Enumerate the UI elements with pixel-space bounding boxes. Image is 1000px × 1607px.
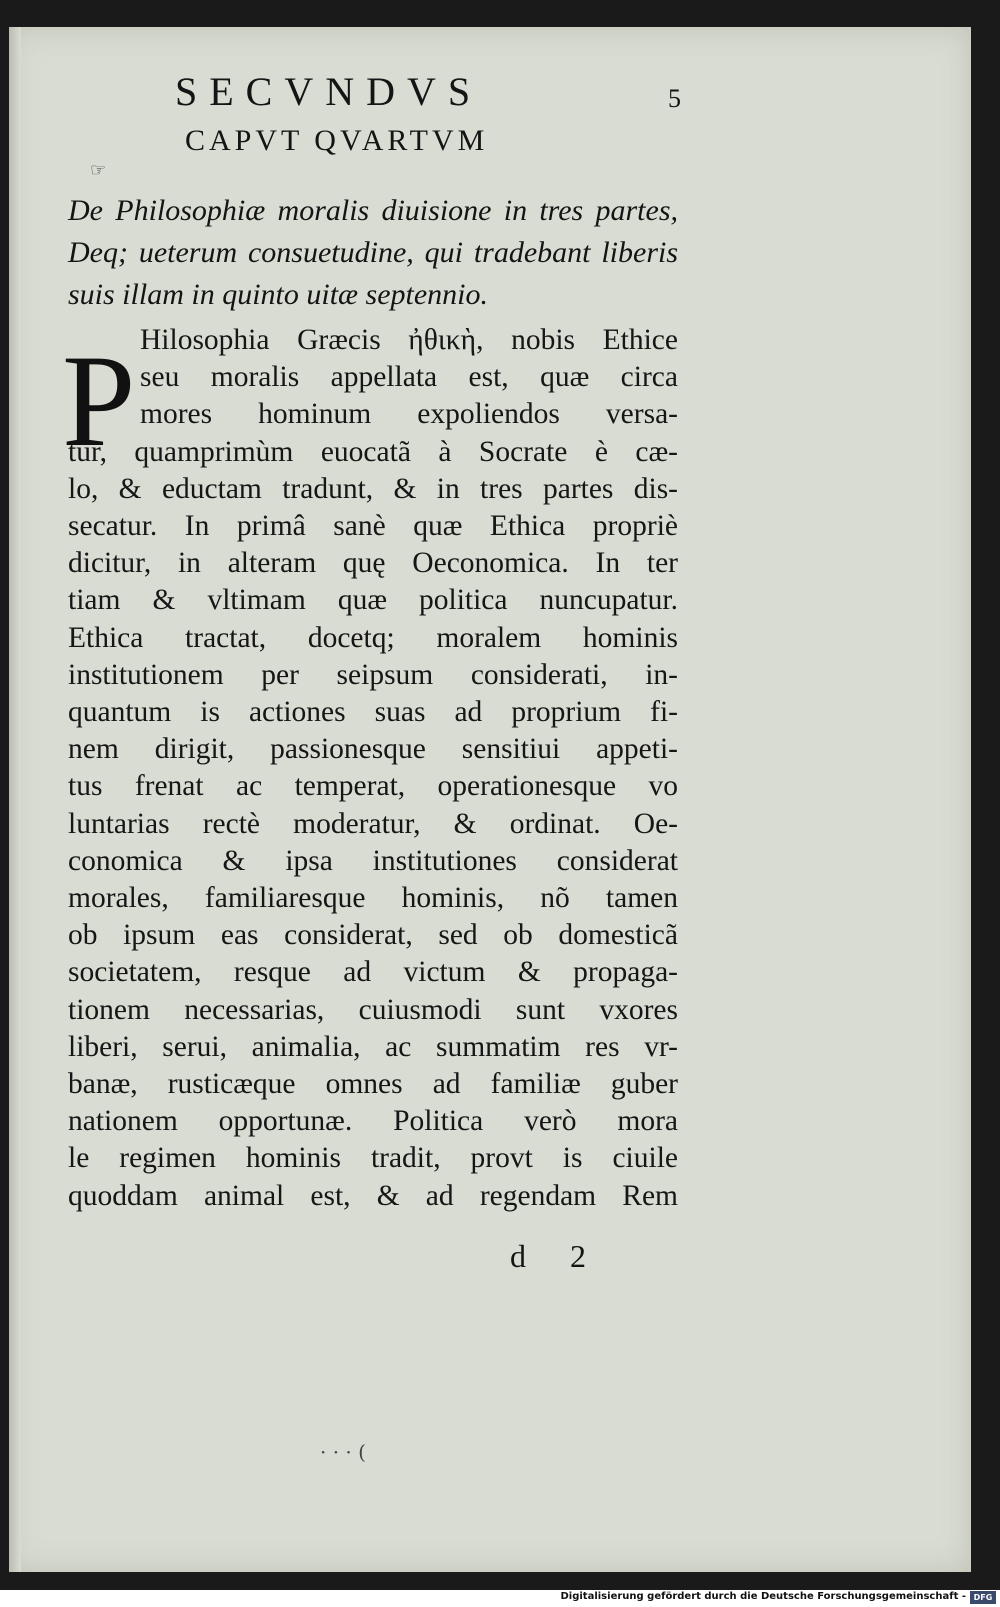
body-line: Hilosophia Græcis ἠθικὴ, nobis Ethice	[140, 324, 678, 356]
body-line: tus frenat ac temperat, operationesque vo	[68, 770, 678, 803]
body-line: banæ, rusticæque omnes ad familiæ guber	[68, 1068, 678, 1101]
body-line: le regimen hominis tradit, provt is ciuile	[68, 1142, 678, 1175]
body-line: nem dirigit, passionesque sensitiui appeti-	[68, 733, 678, 766]
body-line: tiam & vltimam quæ politica nuncupatur.	[68, 584, 678, 617]
body-line: luntarias rectè moderatur, & ordinat. Oe-	[68, 807, 678, 840]
body-line: quoddam animal est, & ad regendam Rem	[68, 1179, 678, 1212]
body-line: secatur. In primâ sanè quæ Ethica propriè	[68, 510, 678, 543]
body-line: quantum is actiones suas ad proprium fi-	[68, 696, 678, 729]
body-line: ob ipsum eas considerat, sed ob domesticã	[68, 919, 678, 952]
body-line: morales, familiaresque hominis, nõ tamen	[68, 882, 678, 915]
page-edge	[9, 27, 21, 1572]
body-text	[68, 322, 678, 1215]
footer-credit: Digitalisierung gefördert durch die Deutsche Forschungsgemeinschaft -	[560, 1591, 966, 1602]
body-line: seu moralis appellata est, quæ circa	[140, 361, 678, 394]
body-line: mores hominum expoliendos versa-	[140, 398, 678, 431]
body-line: conomica & ipsa institutiones considerat	[68, 844, 678, 877]
body-line: tur, quamprimùm euocatã à Socrate è cæ-	[68, 435, 678, 468]
chapter-title: CAPVT QVARTVM	[185, 124, 489, 157]
drop-cap: P	[62, 327, 136, 474]
body-line: nationem opportunæ. Politica verò mora	[68, 1105, 678, 1138]
body-line: dicitur, in alteram quę Oeconomica. In ter	[68, 547, 678, 580]
body-line: liberi, serui, animalia, ac summatim res vr-	[68, 1030, 678, 1063]
manicule-icon: ☞	[90, 160, 107, 181]
body-line: societatem, resque ad victum & propaga-	[68, 956, 678, 989]
dfg-logo: DFG	[970, 1591, 996, 1604]
signature-mark: d 2	[510, 1238, 604, 1274]
folio-number: 5	[668, 84, 681, 113]
page-mark: · · · (	[320, 1440, 366, 1464]
running-head: SECVNDVS	[175, 69, 483, 114]
body-line: institutionem per seipsum considerati, in-	[68, 658, 678, 691]
body-line: tionem necessarias, cuiusmodi sunt vxores	[68, 993, 678, 1026]
body-line: lo, & eductam tradunt, & in tres partes dis-	[68, 472, 678, 505]
body-line: Ethica tractat, docetq; moralem hominis	[68, 621, 678, 654]
chapter-subtitle: De Philosophiæ moralis diuisione in tres partes, Deq; ueterum consuetudine, qui tradebant liberis suis illam in quinto uitæ septennio.	[68, 194, 678, 311]
